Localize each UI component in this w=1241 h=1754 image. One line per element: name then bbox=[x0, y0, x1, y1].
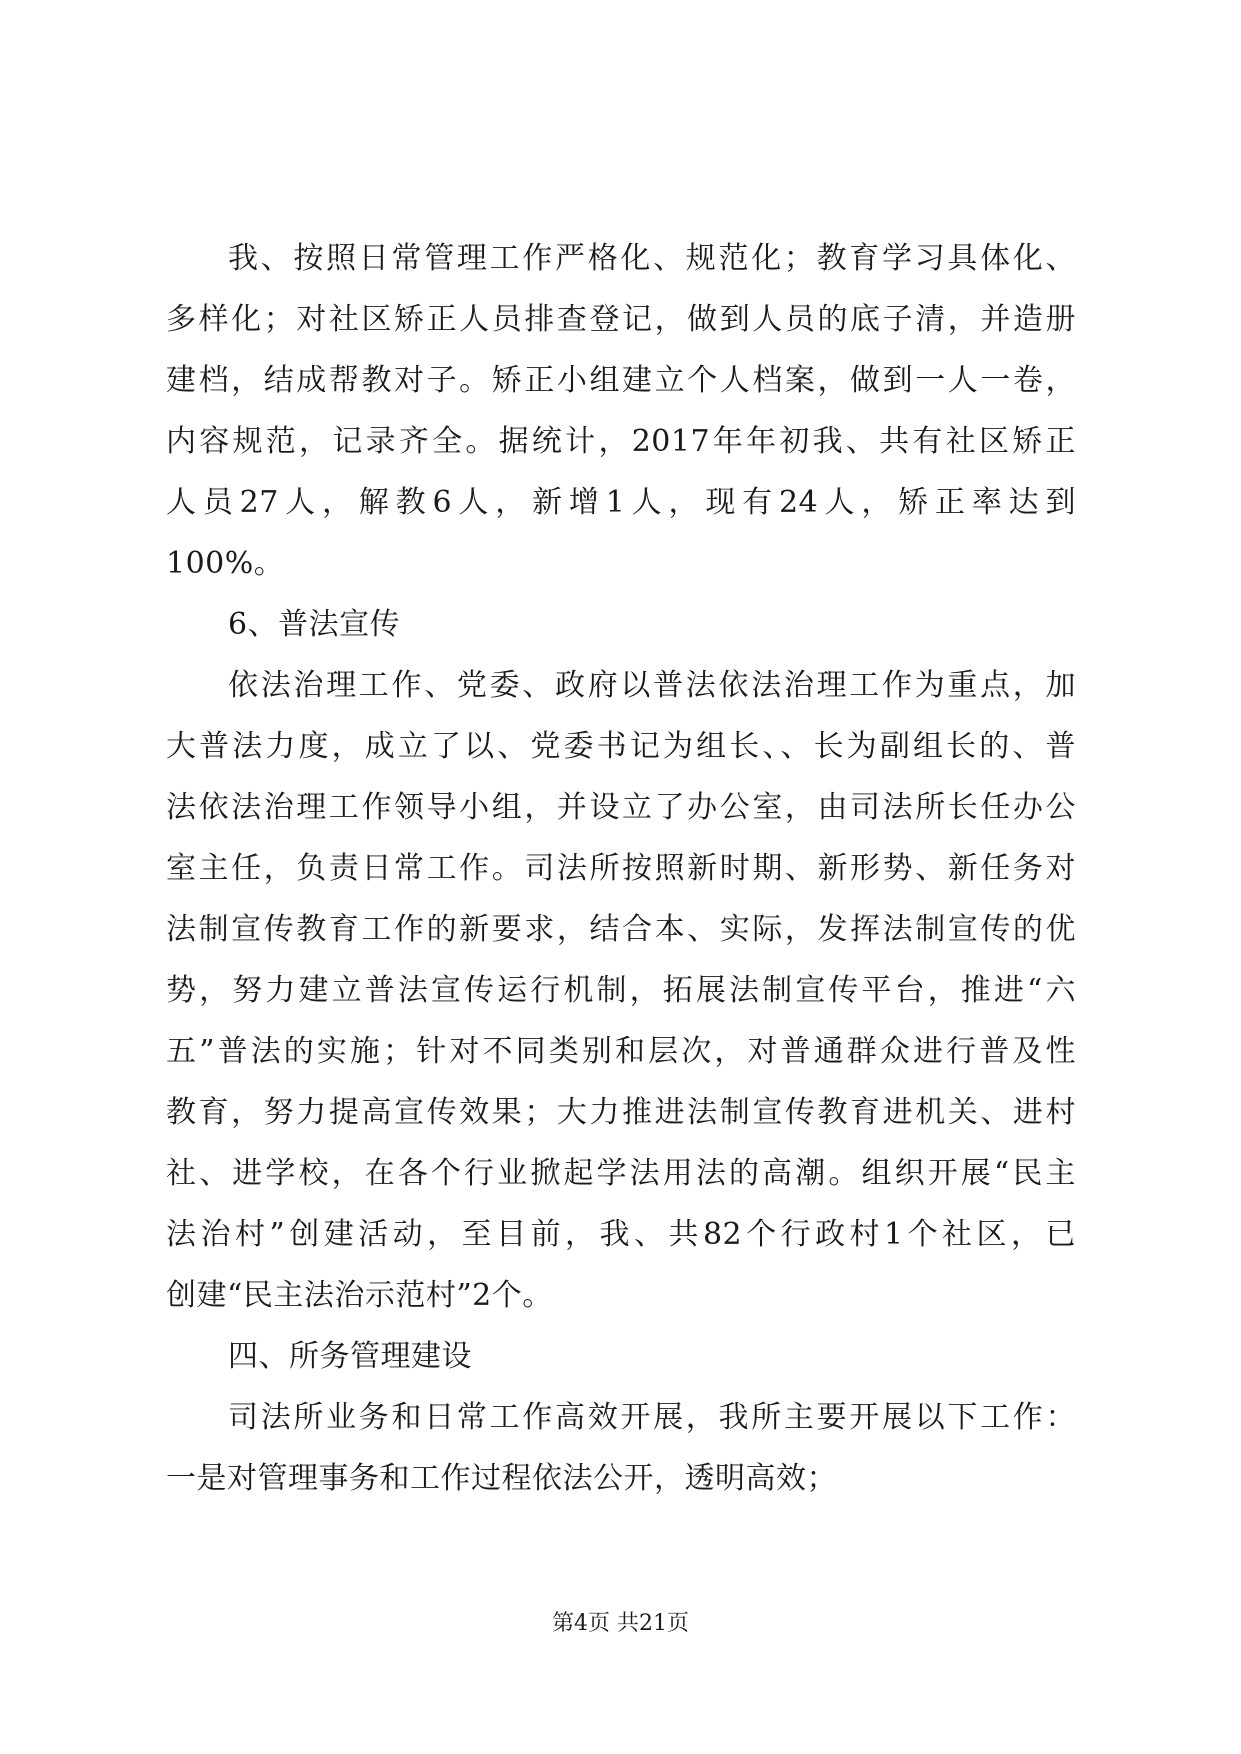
section-heading: 四、所务管理建设 bbox=[228, 1339, 472, 1374]
text-line: 大普法力度，成立了以、党委书记为组长、、长为副组长的、普 bbox=[166, 729, 1076, 764]
text-line: 建档，结成帮教对子。矫正小组建立个人档案，做到一人一卷， bbox=[166, 363, 1076, 398]
text-line: 多样化；对社区矫正人员排查登记，做到人员的底子清，并造册 bbox=[166, 302, 1076, 337]
text-line: 法治村”创建活动，至目前，我、共82个行政村1个社区，已 bbox=[166, 1217, 1076, 1252]
text-line: 人员27人，解教6人，新增1人，现有24人，矫正率达到 bbox=[166, 485, 1076, 520]
body-text bbox=[166, 228, 1076, 1509]
text-line: 100%。 bbox=[166, 546, 285, 581]
text-line: 创建“民主法治示范村”2个。 bbox=[166, 1278, 553, 1313]
text-line: 一是对管理事务和工作过程依法公开，透明高效； bbox=[166, 1461, 837, 1496]
page-number-footer: 第4页 共21页 bbox=[552, 1611, 689, 1636]
text-line: 我、按照日常管理工作严格化、规范化；教育学习具体化、 bbox=[228, 241, 1076, 276]
text-line: 势，努力建立普法宣传运行机制，拓展法制宣传平台，推进“六 bbox=[166, 973, 1076, 1008]
text-line: 依法治理工作、党委、政府以普法依法治理工作为重点，加 bbox=[228, 668, 1076, 703]
text-line: 教育，努力提高宣传效果；大力推进法制宣传教育进机关、进村 bbox=[166, 1095, 1076, 1130]
text-line: 法制宣传教育工作的新要求，结合本、实际，发挥法制宣传的优 bbox=[166, 912, 1076, 947]
text-line: 法依法治理工作领导小组，并设立了办公室，由司法所长任办公 bbox=[166, 790, 1076, 825]
text-line: 室主任，负责日常工作。司法所按照新时期、新形势、新任务对 bbox=[166, 851, 1076, 886]
section-heading: 6、普法宣传 bbox=[228, 607, 401, 642]
text-line: 社、进学校，在各个行业掀起学法用法的高潮。组织开展“民主 bbox=[166, 1156, 1076, 1191]
text-line: 内容规范，记录齐全。据统计，2017年年初我、共有社区矫正 bbox=[166, 424, 1076, 459]
text-line: 司法所业务和日常工作高效开展，我所主要开展以下工作： bbox=[228, 1400, 1076, 1435]
text-line: 五”普法的实施；针对不同类别和层次，对普通群众进行普及性 bbox=[166, 1034, 1076, 1069]
